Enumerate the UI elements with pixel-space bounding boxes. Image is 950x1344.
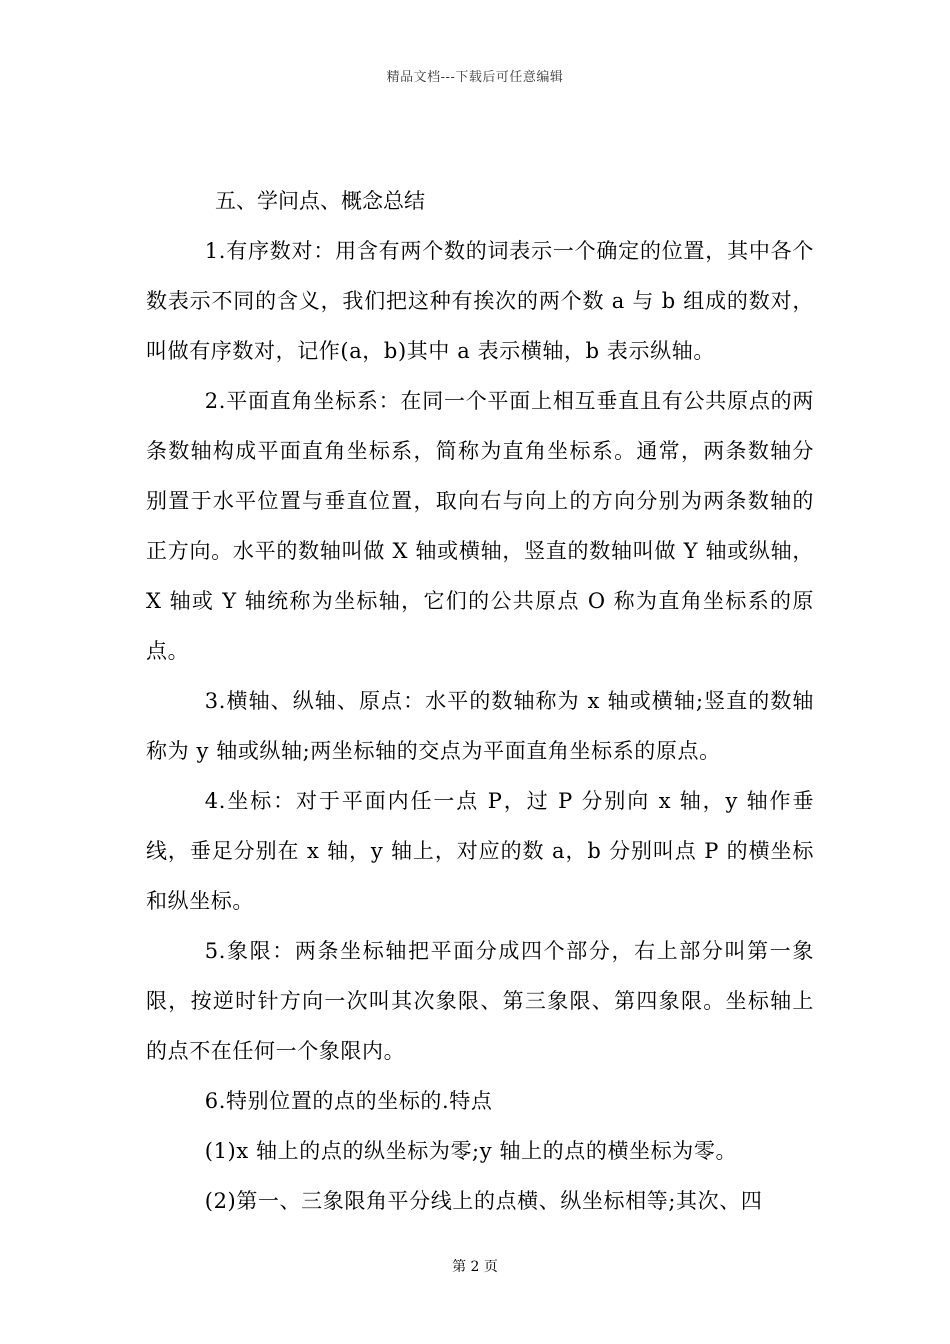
page-header: 精品文档---下载后可任意编辑: [386, 70, 564, 85]
paragraph-coordinate-system: 2.平面直角坐标系：在同一个平面上相互垂直且有公共原点的两条数轴构成平面直角坐标系，简称为直角坐标系。通常，两条数轴分别置于水平位置与垂直位置，取向右与向上的方向分别为两条数轴的正方向。水平的数轴叫做 X 轴或横轴，竖直的数轴叫做 Y 轴或纵轴，X 轴或 Y 轴统称为坐标轴，它们的公共原点 O 称为直角坐标系的原点。: [146, 389, 814, 663]
paragraph-coordinates: 4.坐标：对于平面内任一点 P，过 P 分别向 x 轴，y 轴作垂线，垂足分别在 x 轴，y 轴上，对应的数 a，b 分别叫点 P 的横坐标和纵坐标。: [146, 789, 814, 913]
document-body: [146, 176, 814, 1226]
paragraph-special-point-2: (2)第一、三象限角平分线上的点横、纵坐标相等;其次、四: [204, 1189, 763, 1213]
page-number: 第 2 页: [452, 1259, 498, 1275]
section-heading: 五、学问点、概念总结: [215, 189, 425, 213]
paragraph-axes-origin: 3.横轴、纵轴、原点：水平的数轴称为 x 轴或横轴;竖直的数轴称为 y 轴或纵轴;两坐标轴的交点为平面直角坐标系的原点。: [146, 689, 814, 763]
paragraph-special-points-title: 6.特别位置的点的坐标的.特点: [204, 1089, 493, 1113]
paragraph-ordered-pair: 1.有序数对：用含有两个数的词表示一个确定的位置，其中各个数表示不同的含义，我们把这种有挨次的两个数 a 与 b 组成的数对，叫做有序数对，记作(a，b)其中 a 表示横轴，b 表示纵轴。: [146, 239, 814, 363]
paragraph-special-point-1: (1)x 轴上的点的纵坐标为零;y 轴上的点的横坐标为零。: [204, 1139, 738, 1163]
paragraph-quadrants: 5.象限：两条坐标轴把平面分成四个部分，右上部分叫第一象限，按逆时针方向一次叫其次象限、第三象限、第四象限。坐标轴上的点不在任何一个象限内。: [146, 939, 814, 1063]
